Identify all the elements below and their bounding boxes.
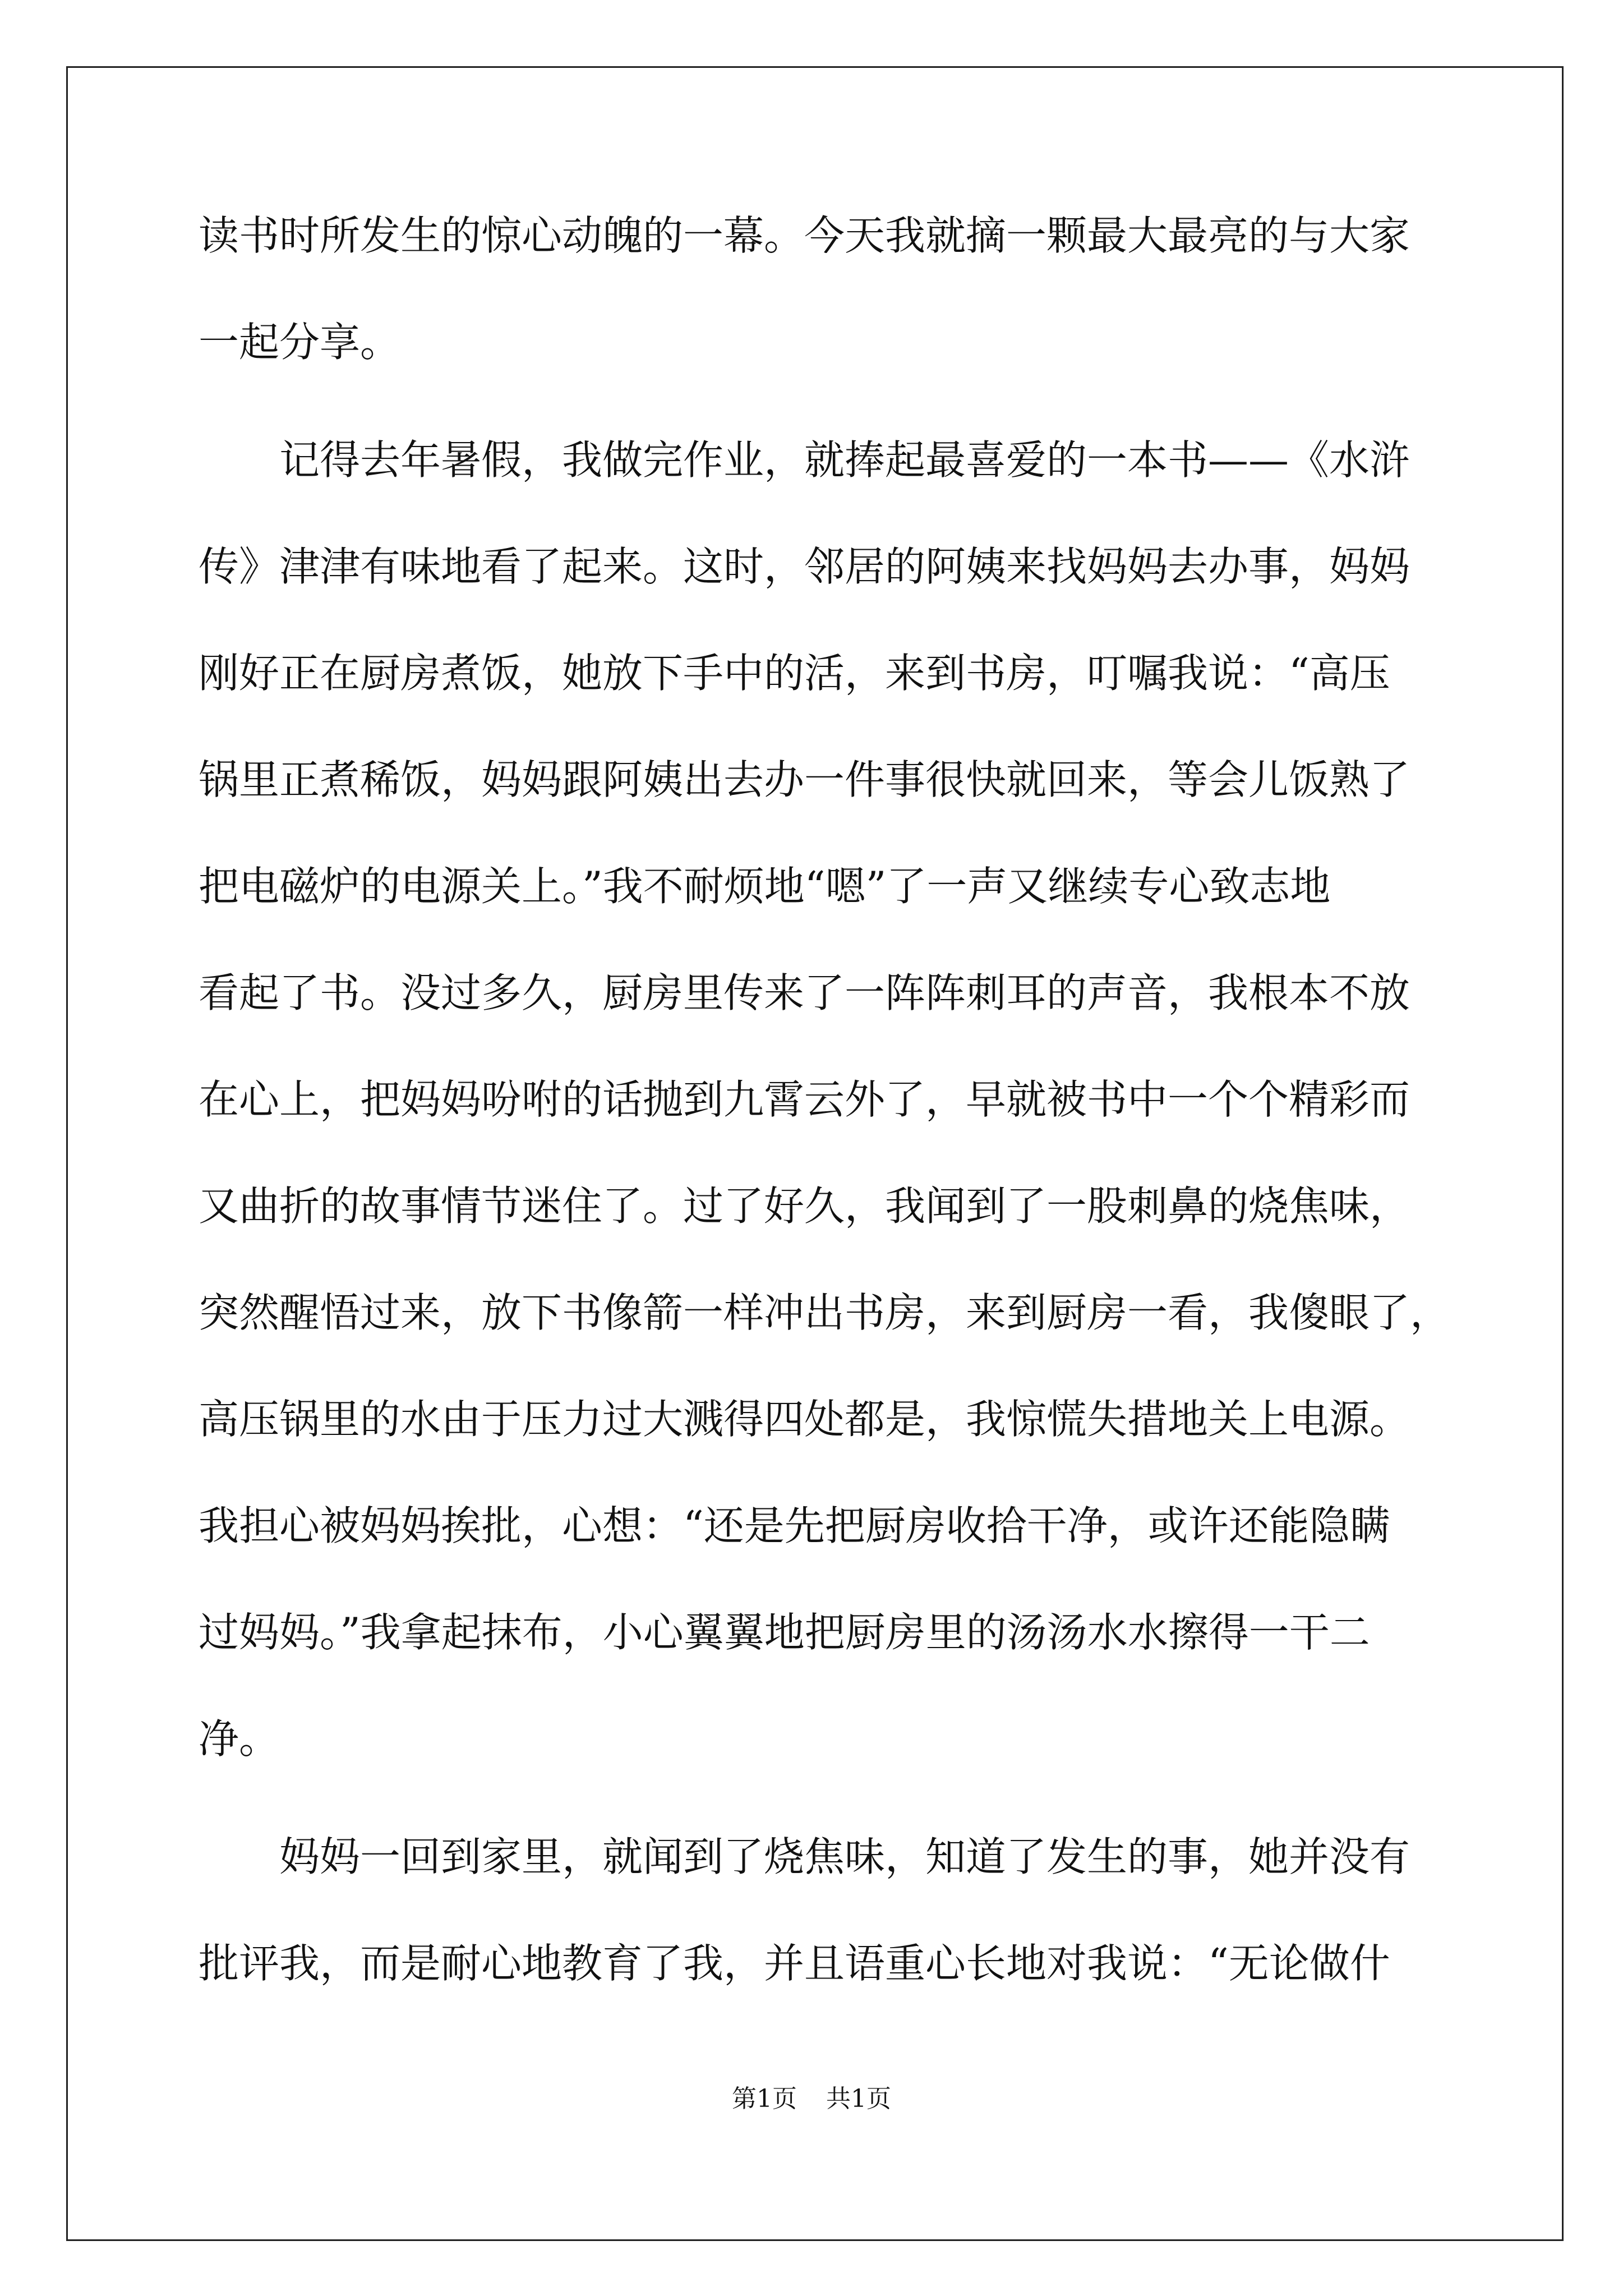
text-line-15: 净。 xyxy=(199,1715,280,1763)
text-line-6: 锅里正煮稀饭，妈妈跟阿姨出去办一件事很快就回来，等会儿饭熟了 xyxy=(199,756,1410,803)
text-line-7: 把电磁炉的电源关上。”我不耐烦地“嗯”了一声又继续专心致志地 xyxy=(199,863,1331,910)
text-line-12: 高压锅里的水由于压力过大溅得四处都是，我惊慌失措地关上电源。 xyxy=(199,1396,1410,1443)
text-line-13: 我担心被妈妈挨批，心想：“还是先把厨房收拾干净，或许还能隐瞒 xyxy=(199,1502,1390,1549)
text-line-4: 传》津津有味地看了起来。这时，邻居的阿姨来找妈妈去办事，妈妈 xyxy=(199,543,1410,590)
text-line-10: 又曲折的故事情节迷住了。过了好久，我闻到了一股刺鼻的烧焦味， xyxy=(199,1182,1410,1230)
text-line-8: 看起了书。没过多久，厨房里传来了一阵阵刺耳的声音，我根本不放 xyxy=(199,969,1410,1016)
page-border xyxy=(66,66,1564,2241)
text-line-2: 一起分享。 xyxy=(199,319,401,366)
text-line-5: 刚好正在厨房煮饭，她放下手中的活，来到书房，叮嘱我说：“高压 xyxy=(199,650,1390,697)
text-line-3-paragraph-start: 记得去年暑假，我做完作业，就捧起最喜爱的一本书——《水浒 xyxy=(279,436,1410,484)
page-footer xyxy=(0,2082,1623,2116)
text-line-11: 突然醒悟过来，放下书像箭一样冲出书房，来到厨房一看，我傻眼了， xyxy=(199,1289,1451,1336)
text-line-9: 在心上，把妈妈吩咐的话抛到九霄云外了，早就被书中一个个精彩而 xyxy=(199,1076,1410,1123)
text-line-1: 读书时所发生的惊心动魄的一幕。今天我就摘一颗最大最亮的与大家 xyxy=(199,212,1410,259)
page-total: 共1页 xyxy=(826,2085,891,2113)
text-line-17: 批评我，而是耐心地教育了我，并且语重心长地对我说：“无论做什 xyxy=(199,1940,1390,1987)
text-line-14: 过妈妈。”我拿起抹布，小心翼翼地把厨房里的汤汤水水擦得一干二 xyxy=(199,1609,1370,1656)
text-line-16-paragraph-start: 妈妈一回到家里，就闻到了烧焦味，知道了发生的事，她并没有 xyxy=(279,1833,1410,1880)
page-number: 第1页 xyxy=(732,2085,797,2113)
